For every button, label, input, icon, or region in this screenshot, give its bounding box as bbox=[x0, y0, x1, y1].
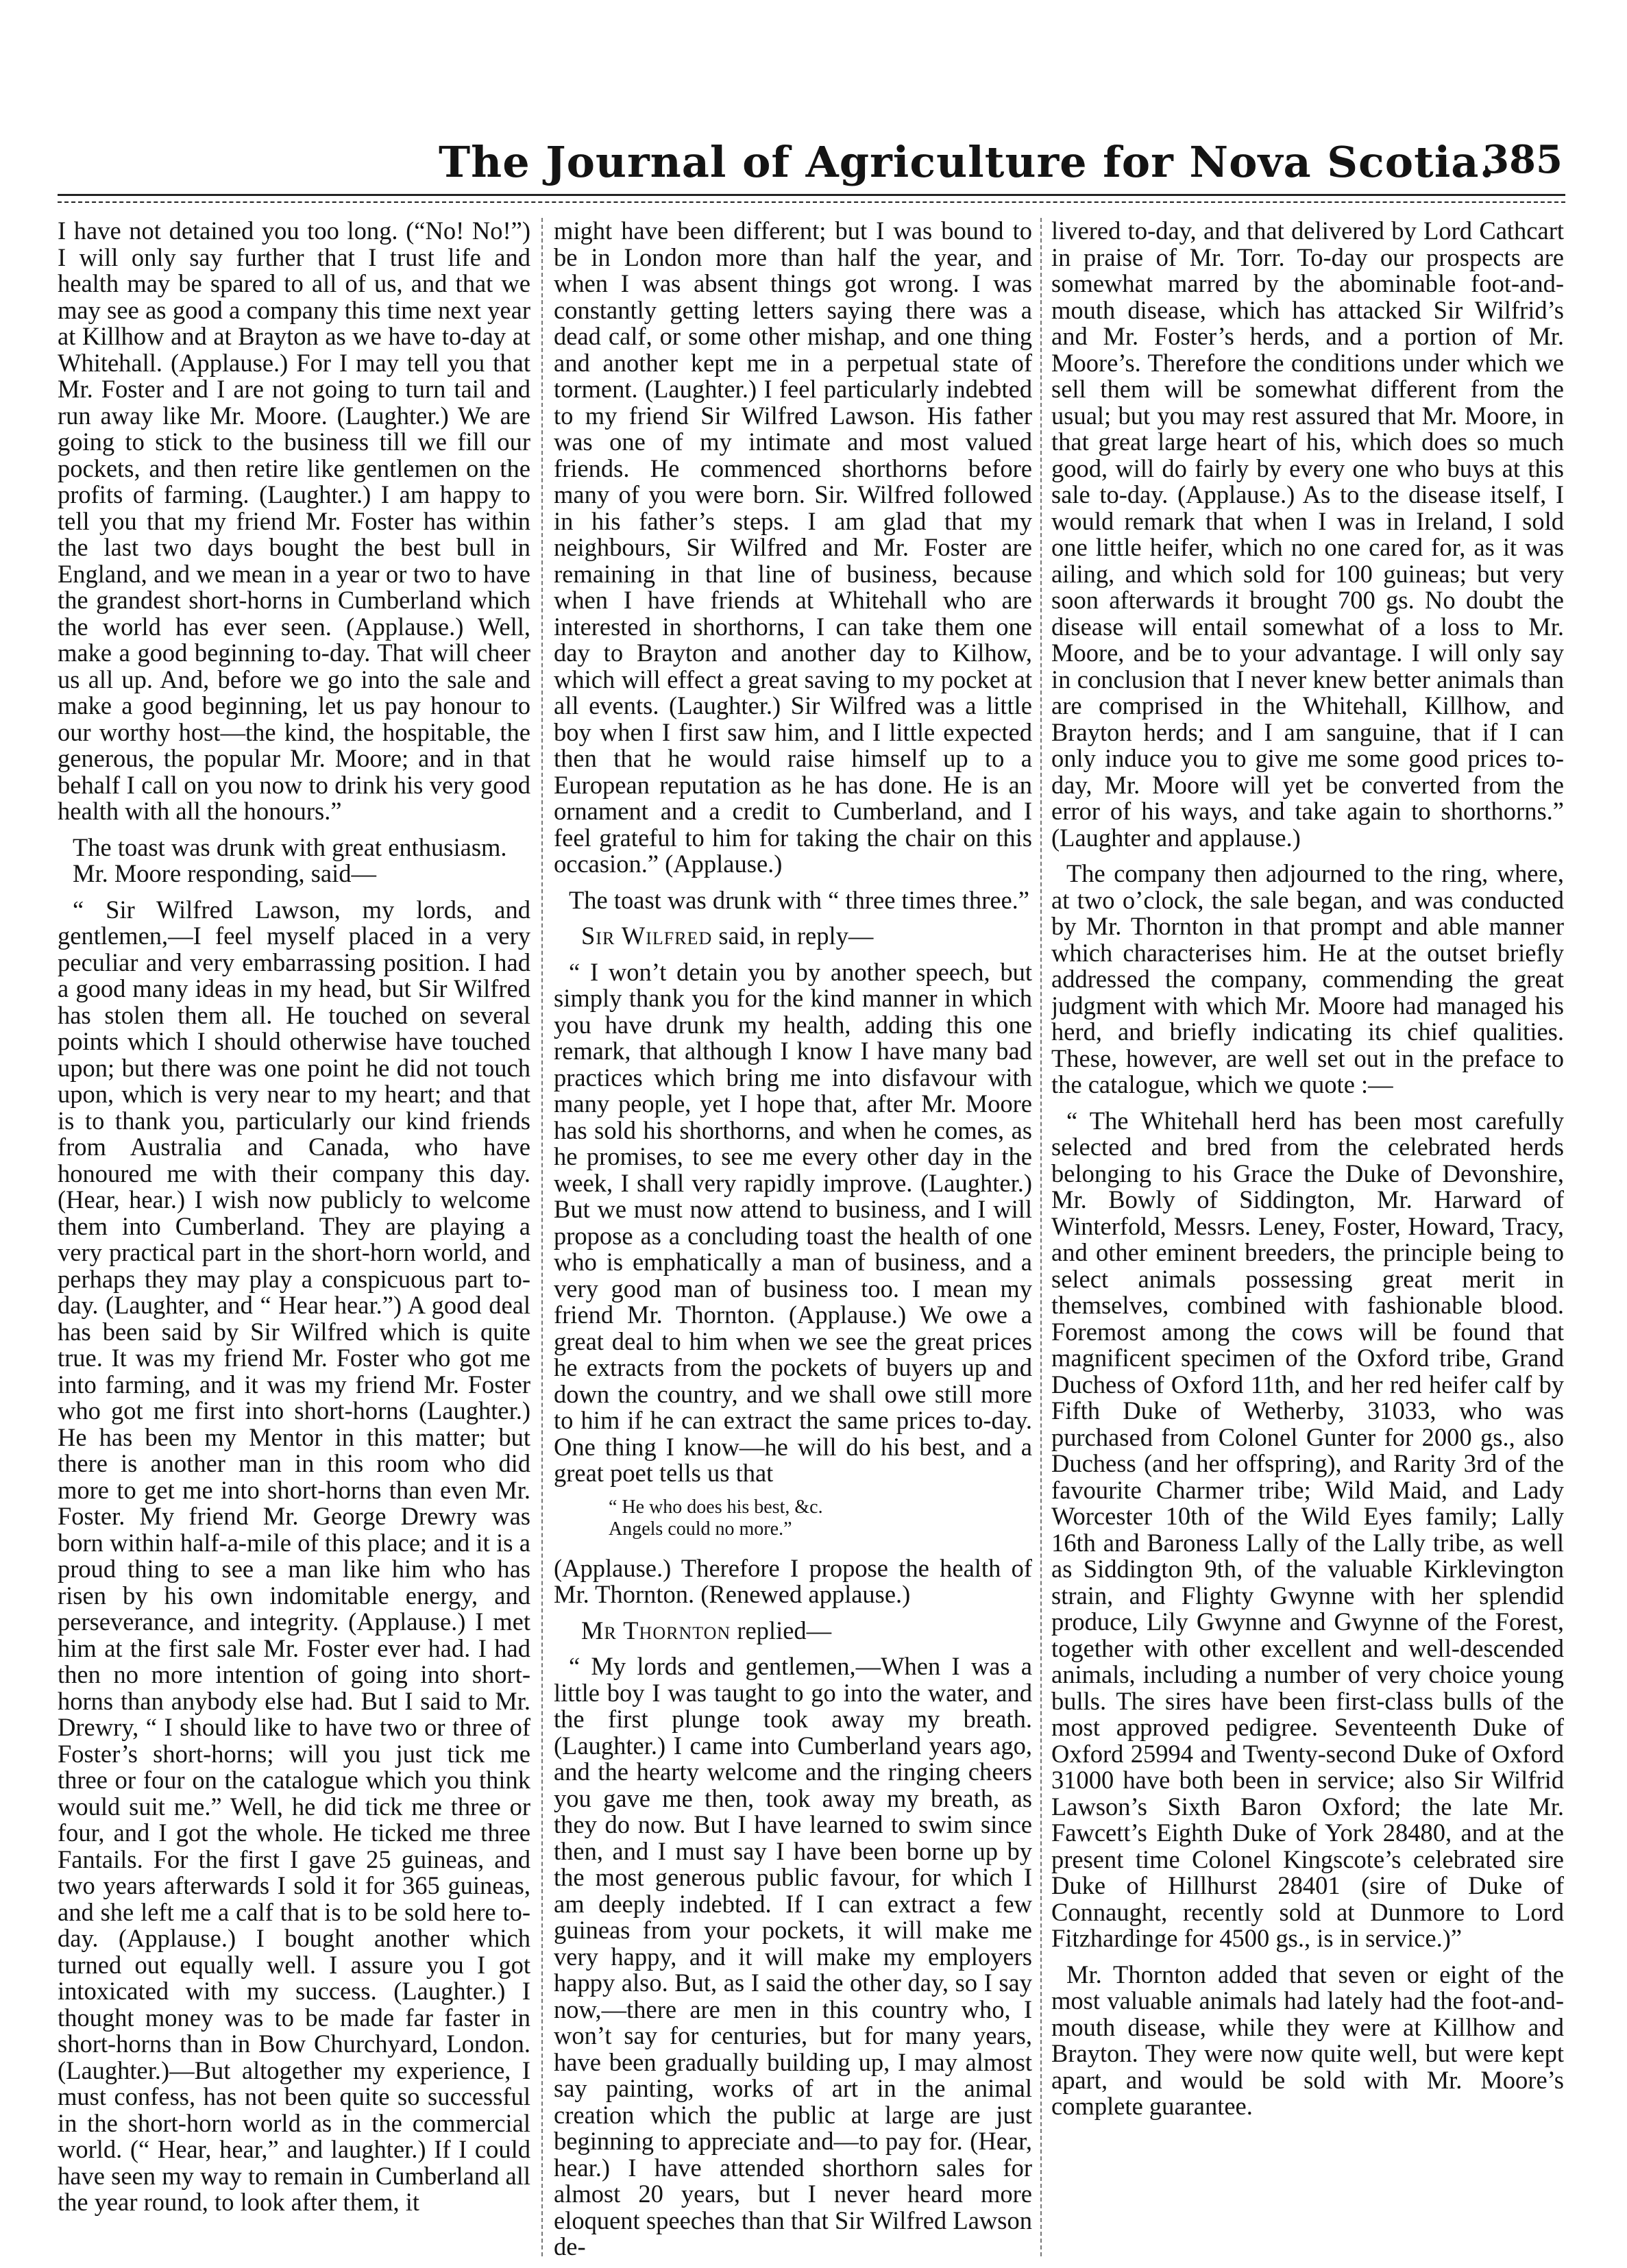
paragraph: The company then adjourned to the ring, where, at two o’clock, the sale began, and was conducted by Mr. Thornton in that prompt and able manner which characterises him. He at the outset briefly addressed the company, commending the great judgment with which Mr. Moore had managed his herd, and briefly indicating its chief qualities. These, however, are well set out in the preface to the catalogue, which we quote :— bbox=[1051, 859, 1564, 1098]
verse-line: Angels could no more.” bbox=[609, 1518, 792, 1540]
column-divider bbox=[541, 218, 543, 2256]
speaker-rest: said, in reply— bbox=[712, 922, 874, 950]
paragraph: I have not detained you too long. (“No! No!”) I will only say further that I trust life and health may be spared to all of us, and that we may see as good a company this time next year at Killhow and at Brayton as we have to-day at Whitehall. (Applause.) For I may tell you that Mr. Foster and I are not going to turn tail and run away like Mr. Moore. (Laughter.) We are going to stick to the business till we fill our pockets, and then retire like gentlemen on the profits of farming. (Laughter.) I am happy to tell you that my friend Mr. Foster has within the last two days bought the best bull in England, and we mean in a year or two to have the grandest short-horns in Cumberland which the world has ever seen. (Applause.) Well, make a good beginning to-day. That will cheer us all up. And, before we go into the sale and make a good beginning, let us pay honour to our worthy host—the kind, the hospitable, the generous, the popular Mr. Moore; and in that behalf I call on you now to drink his very good health with all the honours.” bbox=[58, 218, 530, 825]
paragraph: The toast was drunk with great enthusiasm. bbox=[73, 833, 507, 861]
page-number: 385 bbox=[1482, 137, 1563, 182]
header-rule bbox=[58, 194, 1565, 196]
speaker-heading bbox=[554, 1618, 1032, 1644]
running-header-title: The Journal of Agriculture for Nova Scotia. bbox=[439, 137, 1495, 187]
column-divider bbox=[1040, 218, 1042, 2256]
text-column-1 bbox=[58, 218, 530, 2267]
paragraph: “ I won’t detain you by another speech, but simply thank you for the kind manner in which you have drunk my health, adding this one remark, that although I know I have many bad practices which bring me into disfavour with many people, yet I hope that, after Mr. Moore has sold his shorthorns, and when he comes, as he promises, to see me every other day in the week, I shall very rapidly improve. (Laughter.) But we must now attend to business, and I will propose as a concluding toast the health of one who is emphatically a man of business, and a very good man of business too. I mean my friend Mr. Thornton. (Applause.) We owe a great deal to him when we see the great prices he extracts from the pockets of buyers up and down the country, and we shall owe still more to him if he can extract the same prices to-day. One thing I know—he will do his best, and a great poet tells us that bbox=[554, 957, 1032, 1487]
paragraph: Mr. Thornton added that seven or eight of the most valuable animals had lately had the foot-and-mouth disease, while they were at Killhow and Brayton. They were now quite well, but were kept apart, and would be sold with Mr. Moore’s complete guarantee. bbox=[1051, 1960, 1564, 2120]
paragraph: “ Sir Wilfred Lawson, my lords, and gentlemen,—I feel myself placed in a very peculiar and very embarrassing position. I had a good many ideas in my head, but Sir Wilfred has stolen them all. He touched on several points which I should otherwise have touched upon; but there was one point he did not touch upon, which is very near to my heart; and that is to thank you, particularly our kind friends from Australia and Canada, who have honoured me with their company this day. (Hear, hear.) I wish now publicly to welcome them into Cumberland. They are playing a very practical part in the short-horn world, and perhaps they may play a conspicuous part to-day. (Laughter, and “ Hear hear.”) A good deal has been said by Sir Wilfred which is quite true. It was my friend Mr. Foster who got me into farming, and it was my friend Mr. Foster who got me first into short-horns (Laughter.) He has been my Mentor in this matter; but there is another man in this room who did more to get me into short-horns than even Mr. Foster. My friend Mr. George Drewry was born within half-a-mile of this place; and it is a proud thing to see a man like him who has risen by his own indomitable energy, and perseverance, and integrity. (Applause.) I met him at the first sale Mr. Foster ever had. I had then no more intention of going into short-horns than anybody else had. But I said to Mr. Drewry, “ I should like to have two or three of Foster’s short-horns; will you just tick me three or four on the catalogue which you think would suit me.” Well, he did tick me three or four, and I got the whole. He ticked me three Fantails. For the first I gave 25 guineas, and two years afterwards I sold it for 365 guineas, and she left me a calf that is to be sold here to-day. (Applause.) I bought another which turned out equally well. I assure you I got intoxicated with my success. (Laughter.) I thought money was to be made far faster in short-horns than in Bow Churchyard, London. (Laughter.)—But altogether my experience, I must confess, has not been quite so successful in the short-horn world as in the commercial world. (“ Hear, hear,” and laughter.) If I could have seen my way to remain in Cumberland all the year round, to look after them, it bbox=[58, 895, 530, 2216]
paragraph: “ The Whitehall herd has been most carefully selected and bred from the celebrated herds belonging to his Grace the Duke of Devonshire, Mr. Bowly of Siddington, Mr. Harward of Winterfold, Messrs. Leney, Foster, Howard, Tracy, and other eminent breeders, the principle being to select animals possessing great merit in themselves, combined with fashionable blood. Foremost among the cows will be found that magnificent specimen of the Oxford tribe, Grand Duchess of Oxford 11th, and her red heifer calf by Fifth Duke of Wetherby, 31033, who was purchased from Colonel Gunter for 2000 gs., also Duchess (and her offspring), and Rarity 3rd of the favourite Charmer tribe; Wild Maid, and Lady Worcester 10th of the Wild Eyes family; Lally 16th and Baroness Lally of the Lally tribe, as well as Siddington 9th, of the valuable Kirklevington strain, and Flighty Gwynne with her splendid produce, Lily Gwynne and Gwynne of the Forest, together with other excellent and well-descended animals, including a number of very choice young bulls. The sires have been first-class bulls of the most approved pedigree. Seventeenth Duke of Oxford 25994 and Twenty-second Duke of Oxford 31000 have both been in service; also Sir Wilfrid Lawson’s Sixth Baron Oxford; the late Mr. Fawcett’s Eighth Duke of York 28480, and at the present time Colonel Kingscote’s celebrated sire Duke of Hillhurst 28401 (sire of Duke of Connaught, recently sold at Dunmore to Lord Fitzhardinge for 4500 gs., is in service.)” bbox=[1051, 1106, 1564, 1952]
paragraph: “ My lords and gentlemen,—When I was a little boy I was taught to go into the water, and the first plunge took away my breath. (Laughter.) I came into Cumberland years ago, and the hearty welcome and the ringing cheers you gave me then, took away my breath, as they do now. But I have learned to swim since then, and I must say I have been borne up by the most generous public favour, for which I am deeply indebted. If I can extract a few guineas from your pockets, it will make me very happy, and it will make my employers happy also. But, as I said the other day, so I say now,—there are men in this country who, I won’t say for centuries, but for many years, have been gradually building up, I may almost say painting, works of art in the animal creation which the public at large are just beginning to appreciate and—to pay for. (Hear, hear.) I have attended shorthorn sales for almost 20 years, but I never heard more eloquent speeches than that Sir Wilfred Lawson de- bbox=[554, 1652, 1032, 2260]
paragraph: might have been different; but I was bound to be in London more than half the year, and when I was absent things got wrong. I was constantly getting letters saying there was a dead calf, or some other mishap, and one thing and another kept me in a perpetual state of torment. (Laughter.) I feel particularly indebted to my friend Sir Wilfred Lawson. His father was one of my intimate and most valued friends. He commenced shorthorns before many of you were born. Sir. Wilfred followed in his father’s steps. I am glad that my neighbours, Sir Wilfred and Mr. Foster are remaining in that line of business, because when I have friends at Whitehall who are interested in shorthorns, I can take them one day to Brayton and another day to Kilhow, which will effect a great saving to my pocket at all events. (Laughter.) Sir Wilfred was a little boy when I first saw him, and I little expected then that he would raise himself up to a European reputation as he has done. He is an ornament and a credit to Cumberland, and I feel grateful to him for taking the chair on this occasion.” (Applause.) bbox=[554, 218, 1032, 878]
paragraph: livered to-day, and that delivered by Lord Cathcart in praise of Mr. Torr. To-day our prospects are somewhat marred by the abominable foot-and-mouth disease, which has attacked Sir Wilfrid’s and Mr. Foster’s herds, and a portion of Mr. Moore’s. Therefore the conditions under which we sell them will be somewhat different from the usual; but you may rest assured that Mr. Moore, in that great large heart of his, which does so much good, will do fairly by every one who buys at this sale to-day. (Applause.) As to the disease itself, I would remark that when I was in Ireland, I sold one little heifer, which no one cared for, as it was ailing, and which sold for 100 guineas; but very soon afterwards it brought 700 gs. No doubt the disease will entail somewhat of a loss to Mr. Moore, and be to your advantage. I will only say in conclusion that I never knew better animals than are comprised in the Whitehall, Killhow, and Brayton herds; and I am sanguine, that if I can only induce you to give me some good prices to-day, Mr. Moore will yet be converted from the error of his ways, and take again to shorthorns.” (Laughter and applause.) bbox=[1051, 218, 1564, 852]
verse-line: “ He who does his best, &c. bbox=[609, 1496, 823, 1518]
paragraph: (Applause.) Therefore I propose the health of Mr. Thornton. (Renewed applause.) bbox=[554, 1553, 1032, 1608]
paragraph: Mr. Moore responding, said— bbox=[73, 859, 377, 887]
paragraph: The toast was drunk with “ three times three.” bbox=[569, 885, 1029, 914]
speaker-heading bbox=[554, 923, 1032, 950]
verse-quote bbox=[609, 1496, 1032, 1540]
speaker-name: Sir Wilfred bbox=[581, 922, 713, 950]
speaker-rest: replied— bbox=[731, 1616, 832, 1644]
header-rule-dashed bbox=[58, 201, 1565, 203]
text-column-3 bbox=[1051, 218, 1564, 2267]
speaker-name: Mr Thornton bbox=[581, 1616, 731, 1644]
text-column-2 bbox=[554, 218, 1032, 2267]
